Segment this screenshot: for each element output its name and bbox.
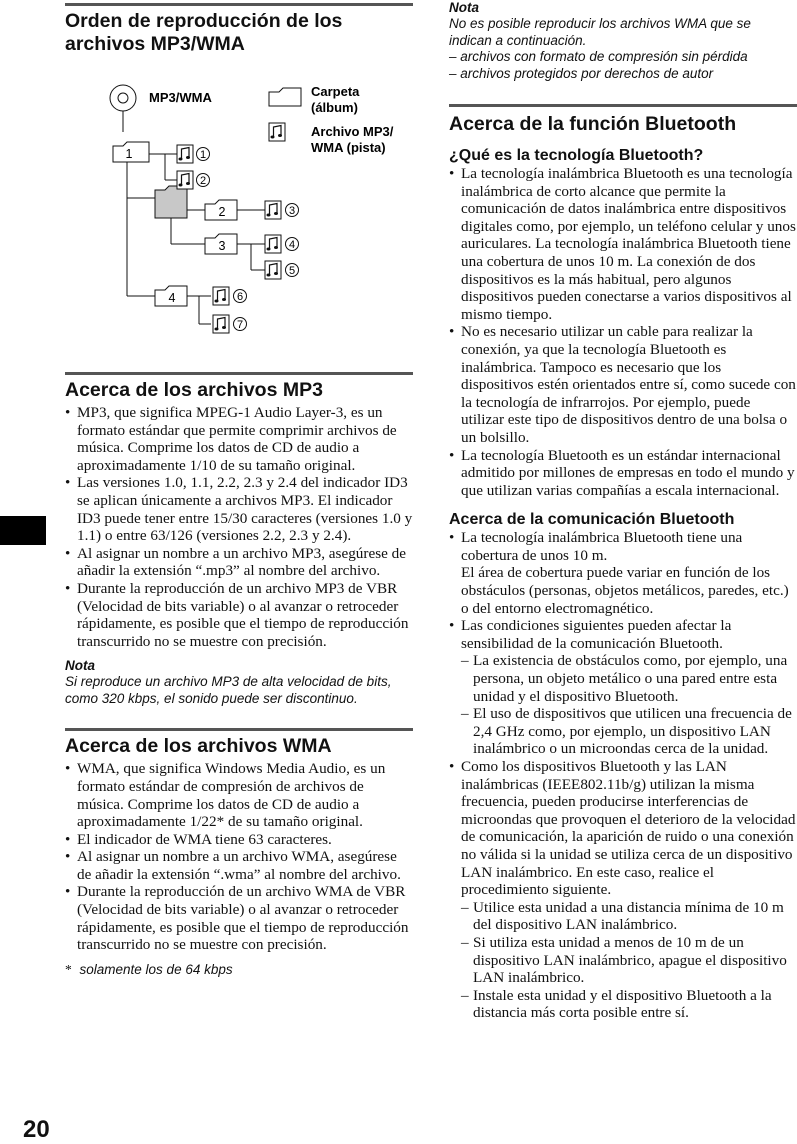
sub-list bbox=[461, 899, 797, 1022]
list-item bbox=[449, 617, 797, 758]
list-item: • Al asignar un nombre a un archivo WMA, asegúrese de añadir la extensión “.wma” al nombre del archivo. bbox=[65, 848, 413, 883]
legend-file-line: Archivo MP3/ bbox=[311, 124, 394, 139]
list-item: • WMA, que significa Windows Media Audio, es un formato estándar de compresión de archivos de música. Comprime los datos de CD de audio a aproximadamente 1/22* de su tamaño original. bbox=[65, 760, 413, 830]
list-item: • Durante la reproducción de un archivo MP3 de VBR (Velocidad de bits variable) o al avanzar o retroceder rápidamente, es posible que el tiempo de reproducción transcurrido no se muestre con precisión. bbox=[65, 580, 413, 650]
track-icon bbox=[177, 171, 193, 189]
root-label: MP3/WMA bbox=[149, 90, 212, 105]
track-5 bbox=[265, 261, 299, 279]
legend-folder-icon bbox=[269, 88, 301, 106]
section-tab-marker bbox=[0, 516, 46, 545]
track-icon bbox=[265, 235, 281, 253]
mp3-section-title: Acerca de los archivos MP3 bbox=[65, 379, 323, 401]
folder-2-icon bbox=[205, 200, 237, 220]
footnote-mark: * bbox=[65, 961, 72, 977]
title-line: archivos MP3/WMA bbox=[65, 33, 245, 55]
footnote-text: solamente los de 64 kbps bbox=[79, 961, 233, 977]
list-item-text: El área de cobertura puede variar en función de los obstáculos (personas, objetos metálicos, paredes, etc.) o del entorno electromagnético. bbox=[461, 564, 789, 617]
folder-1-icon bbox=[113, 142, 149, 162]
list-item: • MP3, que significa MPEG-1 Audio Layer-3, es un formato estándar que permite comprimir archivos de música. Comprime los datos de CD de audio a aproximadamente 1/10 de su tamaño original. bbox=[65, 404, 413, 474]
track-icon bbox=[177, 145, 193, 163]
track-1 bbox=[177, 145, 210, 163]
wma-list bbox=[65, 760, 413, 954]
track-2 bbox=[177, 171, 210, 189]
list-item: • El indicador de WMA tiene 63 caracteres. bbox=[65, 831, 413, 849]
svg-text:3: 3 bbox=[218, 239, 226, 253]
mp3-note-text: Si reproduce un archivo MP3 de alta velocidad de bits, como 320 kbps, el sonido puede ser discontinuo. bbox=[65, 674, 392, 706]
bluetooth-subtitle-2: Acerca de la comunicación Bluetooth bbox=[449, 511, 735, 529]
track-7 bbox=[213, 315, 247, 333]
wma-section-title: Acerca de los archivos WMA bbox=[65, 735, 332, 758]
list-item-text: • Como los dispositivos Bluetooth y las LAN inalámbricas (IEEE802.11b/g) utilizan la misma frecuencia, pueden producirse interferencias de microondas que provoquen el deterioro de la velocidad de comunicación, la aparición de ruido o una conexión no válida si la unidad se utiliza cerca de un dispositivo LAN inalámbrico. En este caso, realice el procedimiento siguiente. bbox=[461, 758, 796, 899]
left-column bbox=[65, 0, 413, 978]
disc-icon bbox=[110, 85, 136, 111]
legend-folder-line: (álbum) bbox=[311, 100, 358, 115]
svg-text:7: 7 bbox=[236, 319, 244, 331]
playback-order-diagram bbox=[65, 68, 413, 368]
right-column bbox=[449, 0, 797, 1022]
track-icon bbox=[213, 287, 229, 305]
sub-list-item: – Utilice esta unidad a una distancia mínima de 10 m del dispositivo LAN inalámbrico. bbox=[461, 899, 797, 934]
legend-track-icon bbox=[269, 123, 285, 141]
svg-text:2: 2 bbox=[199, 175, 207, 187]
legend-file-line: WMA (pista) bbox=[311, 140, 386, 155]
sub-list bbox=[461, 652, 797, 758]
track-icon bbox=[265, 201, 281, 219]
legend-folder-line: Carpeta bbox=[311, 84, 360, 99]
svg-text:2: 2 bbox=[218, 205, 226, 219]
list-item: • Las versiones 1.0, 1.1, 2.2, 2.3 y 2.4 del indicador ID3 se aplican únicamente a archivos MP3. El indicador ID3 puede tener entre 15/30 caracteres (versiones 1.0 y 1.1) o entre 63/126 (versiones 2.2, 2.3 y 2.4). bbox=[65, 474, 413, 544]
page-number: 20 bbox=[23, 1116, 50, 1143]
svg-text:6: 6 bbox=[236, 291, 244, 303]
bluetooth-list-1 bbox=[449, 165, 797, 499]
folder-4-icon bbox=[155, 286, 187, 306]
svg-text:4: 4 bbox=[168, 291, 176, 305]
track-icon bbox=[213, 315, 229, 333]
list-item: • La tecnología Bluetooth es un estándar internacional admitido por millones de empresas en todo el mundo y que utilizan varias compañías a escala internacional. bbox=[449, 447, 797, 500]
wma-note-item: – archivos protegidos por derechos de autor bbox=[449, 65, 714, 81]
track-4 bbox=[265, 235, 299, 253]
svg-text:1: 1 bbox=[125, 147, 133, 161]
bluetooth-subtitle-1: ¿Qué es la tecnología Bluetooth? bbox=[449, 147, 704, 164]
sub-list-item: – Si utiliza esta unidad a menos de 10 m de un dispositivo LAN inalámbrico, apague el dispositivo LAN inalámbrico. bbox=[461, 934, 797, 987]
mp3-note-heading: Nota bbox=[65, 658, 95, 674]
bluetooth-list-2 bbox=[449, 529, 797, 1022]
title-line: Orden de reproducción de los bbox=[65, 10, 343, 32]
list-item-text: • Las condiciones siguientes pueden afectar la sensibilidad de la comunicación Bluetooth. bbox=[461, 617, 732, 652]
wma-note-item: – archivos con formato de compresión sin pérdida bbox=[449, 49, 748, 64]
list-item: • Al asignar un nombre a un archivo MP3, asegúrese de añadir la extensión “.mp3” al nombre del archivo. bbox=[65, 545, 413, 580]
footnote bbox=[65, 962, 413, 979]
track-icon bbox=[265, 261, 281, 279]
list-item: • No es necesario utilizar un cable para realizar la conexión, ya que la tecnología Bluetooth es inalámbrica. Tampoco es necesario que los dispositivos estén orientados entre sí, como sucede con la tecnología de infrarrojos. Por ejemplo, puede utilizar este tipo de dispositivos dentro de una bolsa o un bolsillo. bbox=[449, 323, 797, 446]
track-3 bbox=[265, 201, 299, 219]
track-6 bbox=[213, 287, 247, 305]
mp3-list bbox=[65, 404, 413, 650]
list-item: • Durante la reproducción de un archivo WMA de VBR (Velocidad de bits variable) o al avanzar o retroceder rápidamente, es posible que el tiempo de reproducción transcurrido no se muestre con precisión. bbox=[65, 883, 413, 953]
folder-3-icon bbox=[205, 234, 237, 254]
list-item bbox=[449, 529, 797, 617]
list-item: • La tecnología inalámbrica Bluetooth es una tecnología inalámbrica de corto alcance que permite la comunicación de datos inalámbrica entre dispositivos digitales como, por ejemplo, un teléfono celular y unos auriculares. La tecnología inalámbrica Bluetooth tiene una cobertura de unos 10 m. La conexión de dos dispositivos es la más habitual, pero algunos dispositivos pueden conectarse a varios dispositivos al mismo tiempo. bbox=[449, 165, 797, 323]
folder-shaded-icon bbox=[155, 186, 187, 218]
svg-text:1: 1 bbox=[199, 149, 207, 161]
sub-list-item: – Instale esta unidad y el dispositivo Bluetooth a la distancia más corta posible entre sí. bbox=[461, 987, 797, 1022]
list-item-text: • La tecnología inalámbrica Bluetooth tiene una cobertura de unos 10 m. bbox=[461, 529, 743, 564]
bluetooth-section-title: Acerca de la función Bluetooth bbox=[449, 113, 737, 135]
wma-note-text: No es posible reproducir los archivos WMA que se indican a continuación. bbox=[449, 16, 751, 48]
sub-list-item: – La existencia de obstáculos como, por ejemplo, una persona, un objeto metálico o una pared entre esta unidad y el dispositivo Bluetooth. bbox=[461, 652, 797, 705]
wma-note-heading: Nota bbox=[449, 0, 479, 15]
svg-text:5: 5 bbox=[288, 265, 296, 277]
playback-order-title bbox=[65, 6, 413, 56]
list-item bbox=[449, 758, 797, 1022]
svg-text:3: 3 bbox=[288, 205, 296, 217]
sub-list-item: – El uso de dispositivos que utilicen una frecuencia de 2,4 GHz como, por ejemplo, un dispositivo LAN inalámbrico o un microondas cerca de la unidad. bbox=[461, 705, 797, 758]
svg-text:4: 4 bbox=[288, 239, 296, 251]
